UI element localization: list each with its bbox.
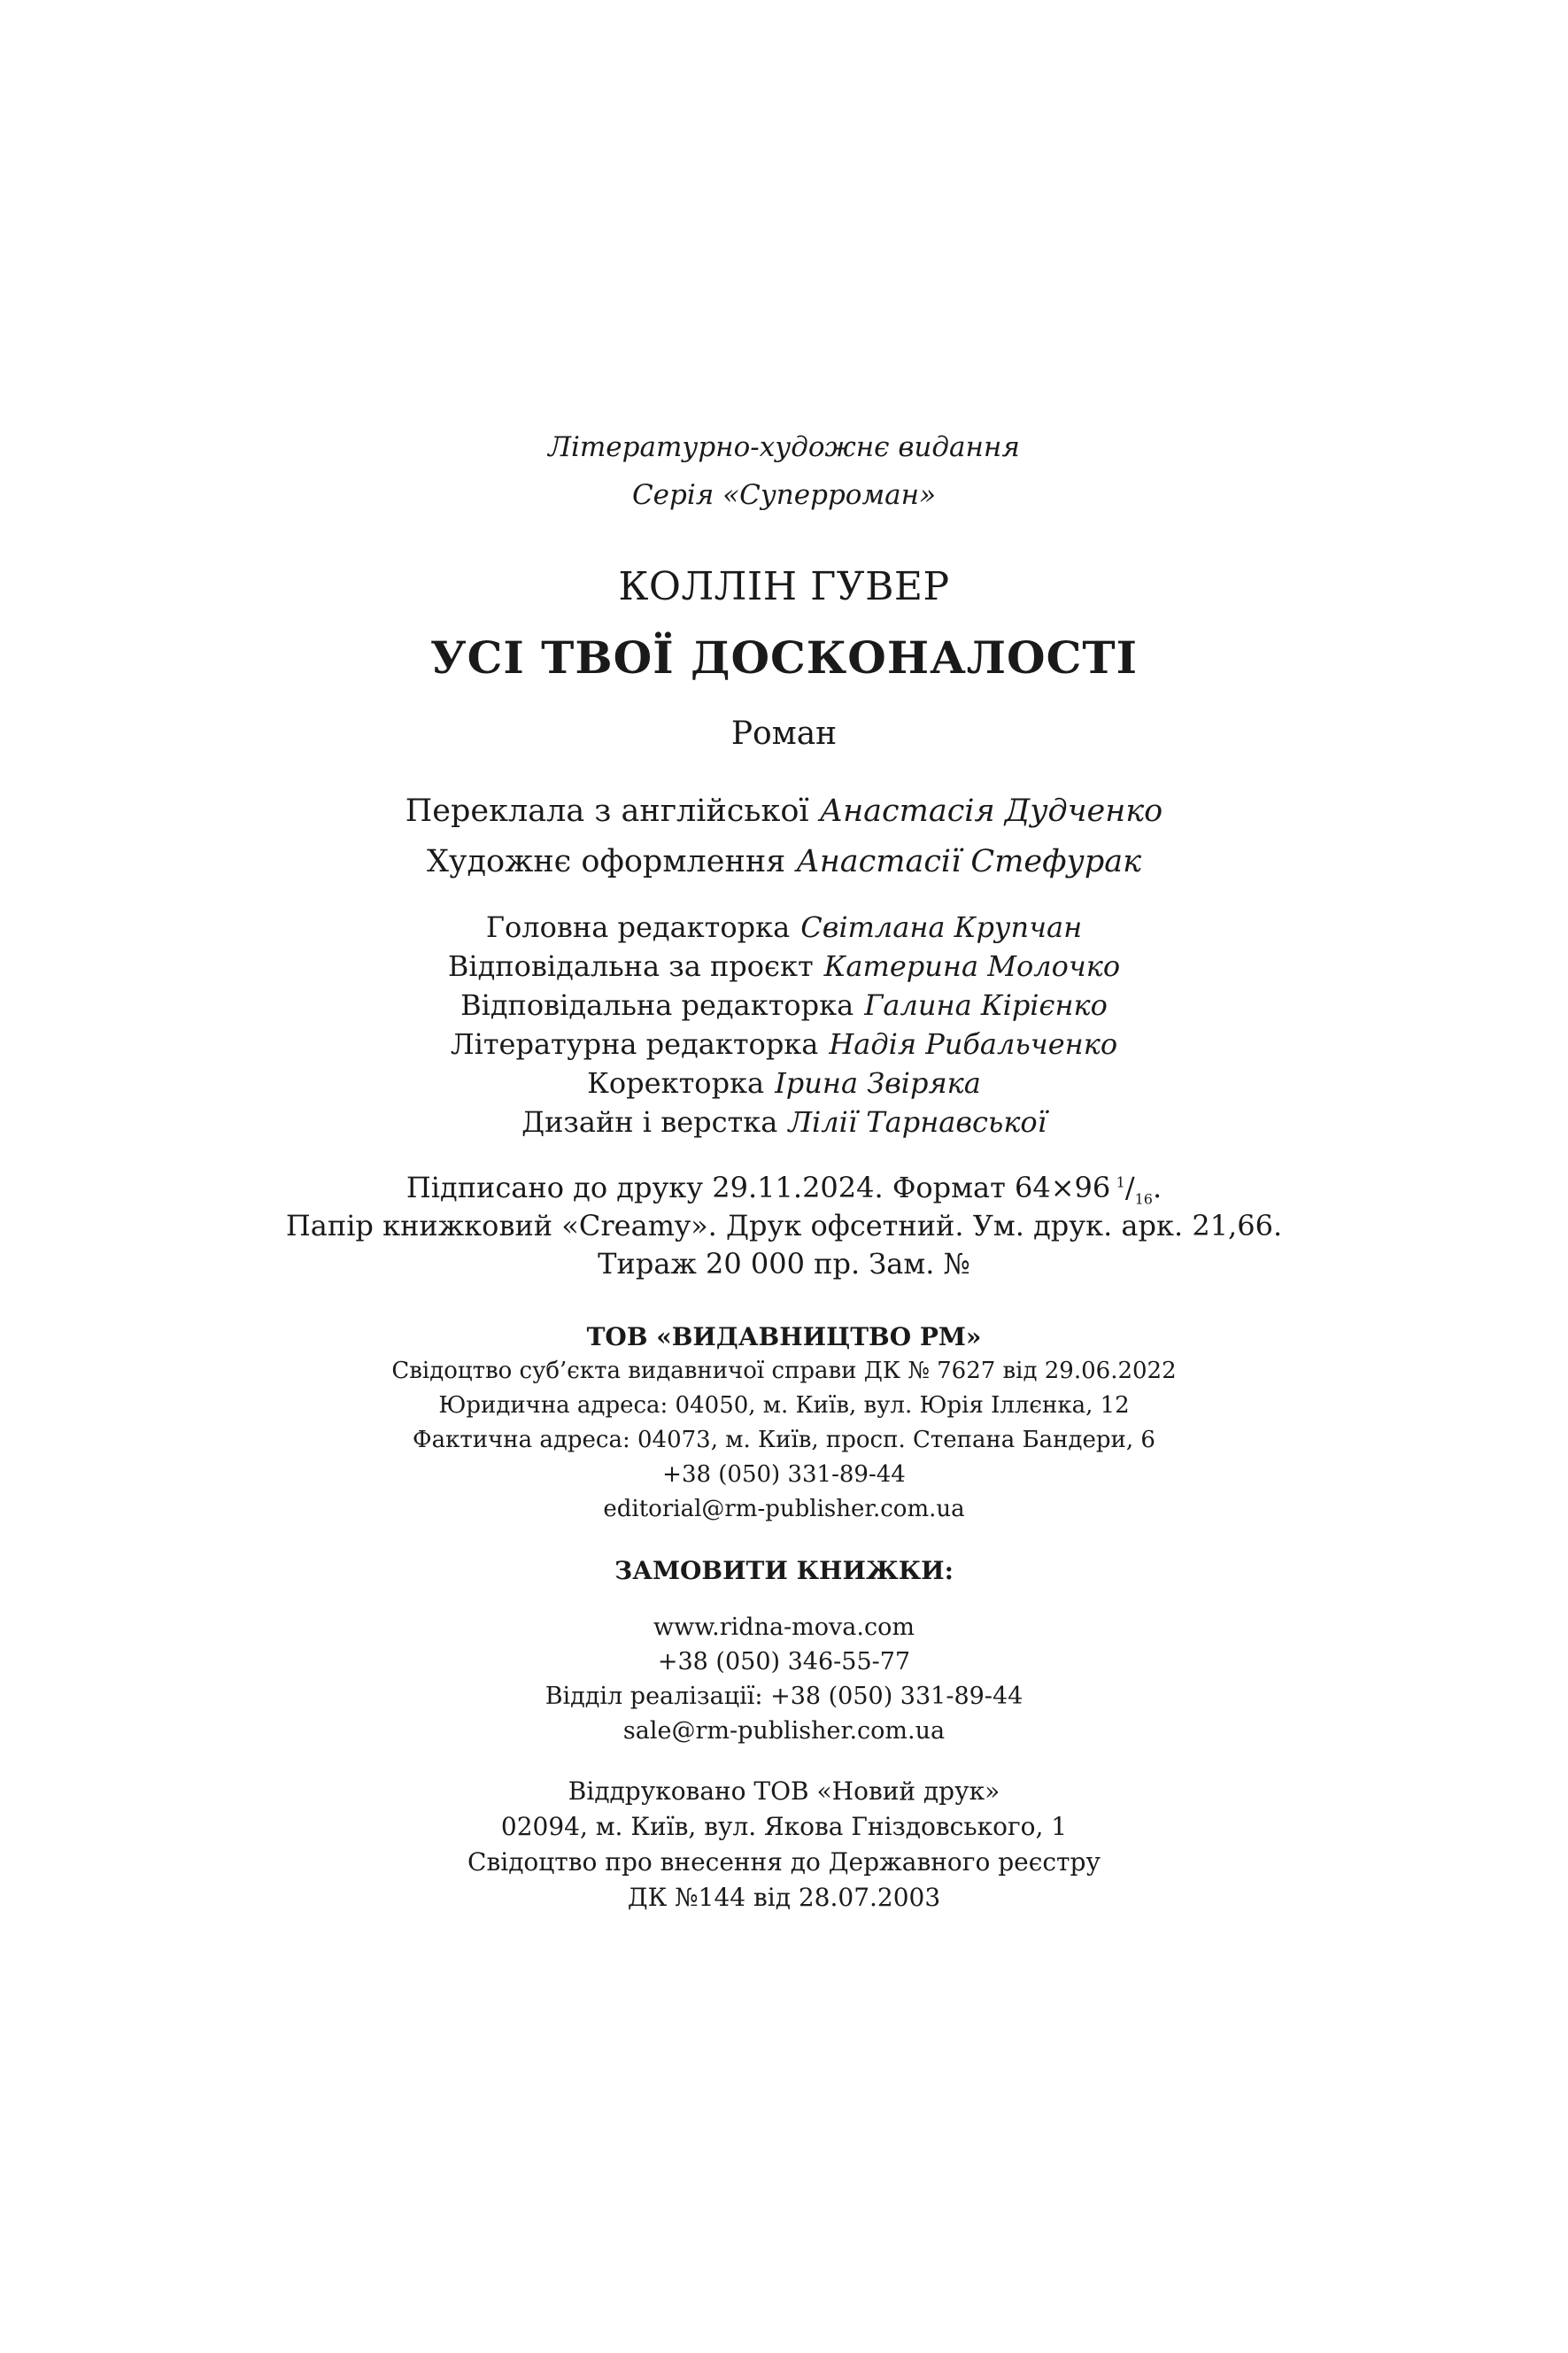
printer-name: Віддруковано ТОВ «Новий друк» [568,1776,1000,1806]
publisher-name: ТОВ «ВИДАВНИЦТВО РМ» [586,1322,982,1351]
credit-translator [0,786,1568,837]
print-info [0,1169,1568,1283]
credit-cover-design [0,837,1568,887]
format-fraction-den: 16 [1134,1190,1153,1208]
printer-address: 02094, м. Київ, вул. Якова Гніздовського, 1 [500,1812,1068,1841]
credit-person: Ірина Звіряка [775,1066,981,1100]
edition-type: Літературно-художнє видання [548,431,1020,463]
credit-person: Анастасія Дудченко [819,793,1163,829]
print-format-line [0,1169,1568,1207]
credit-person: Світлана Крупчан [800,910,1083,944]
author-name: КОЛЛІН ГУВЕР [618,564,950,609]
printer-block [0,1774,1568,1916]
publisher-certificate: Свідоцтво суб’єкта видавничої справи ДК № 7627 від 29.06.2022 [391,1358,1177,1384]
credit-person: Анастасії Стефурак [796,844,1141,879]
credit-role: Головна редакторка [485,910,791,944]
order-website: www.ridna-mova.com [653,1614,915,1641]
credit-role: Літературна редакторка [450,1027,819,1061]
print-run-line: Тираж 20 000 пр. Зам. № [598,1247,970,1281]
book-title: УСІ ТВОЇ ДОСКОНАЛОСТІ [430,631,1138,684]
credit-person: Галина Кірієнко [864,988,1108,1022]
staff-line [0,1025,1568,1064]
credit-role: Художнє оформлення [427,844,786,879]
credit-person: Надія Рибальченко [829,1027,1118,1061]
staff-line [0,1064,1568,1103]
credits-main [0,786,1568,887]
print-signed-format: Підписано до друку 29.11.2024. Формат 64×96 [406,1171,1111,1204]
format-fraction-sep: / [1124,1171,1135,1204]
staff-line [0,986,1568,1025]
publisher-legal-address: Юридична адреса: 04050, м. Київ, вул. Юрія Іллєнка, 12 [438,1392,1130,1419]
staff-line [0,908,1568,947]
credit-person: Катерина Молочко [823,949,1121,983]
order-heading: ЗАМОВИТИ КНИЖКИ: [614,1556,954,1585]
credit-role: Дизайн і верстка [521,1105,778,1139]
credit-role: Переклала з англійської [405,793,809,829]
credit-role: Коректорка [587,1066,765,1100]
order-sales-phone: Відділ реалізації: +38 (050) 331-89-44 [545,1683,1023,1710]
order-block [0,1610,1568,1748]
publisher-phone: +38 (050) 331-89-44 [662,1461,906,1488]
credit-role: Відповідальна за проєкт [447,949,814,983]
publisher-actual-address: Фактична адреса: 04073, м. Київ, просп. Степана Бандери, 6 [413,1427,1155,1453]
format-period: . [1152,1171,1162,1204]
series-block [0,423,1568,519]
staff-line [0,947,1568,986]
printer-certificate: ДК №144 від 28.07.2003 [627,1883,941,1912]
book-genre: Роман [730,716,838,752]
format-fraction-num: 1 [1116,1173,1125,1191]
print-paper-line: Папір книжковий «Creamy». Друк офсетний. Ум. друк. арк. 21,66. [285,1209,1283,1242]
order-email: sale@rm-publisher.com.ua [622,1717,946,1745]
staff-line [0,1103,1568,1142]
publisher-email: editorial@rm-publisher.com.ua [603,1496,965,1522]
credits-staff [0,908,1568,1142]
printer-registry: Свідоцтво про внесення до Державного реєстру [467,1847,1101,1877]
credit-person: Лілії Тарнавської [788,1105,1047,1139]
order-phone: +38 (050) 346-55-77 [657,1648,911,1676]
credit-role: Відповідальна редакторка [460,988,854,1022]
publisher-block [0,1320,1568,1527]
series-name: Серія «Суперроман» [631,479,937,511]
